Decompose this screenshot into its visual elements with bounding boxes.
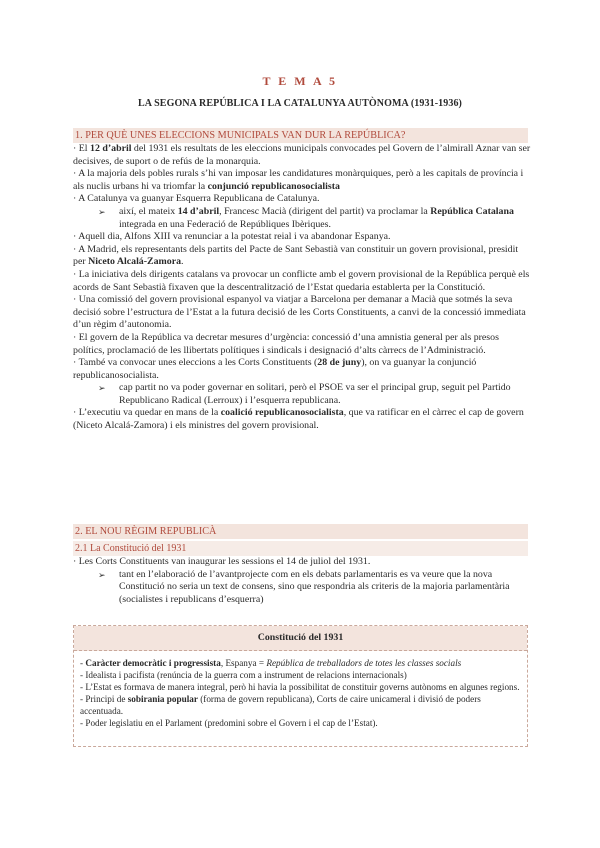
box-line: - Caràcter democràtic i progressista, Espanya = República de treballadors de totes les classes socials <box>80 658 462 668</box>
paragraph: · Aquell dia, Alfons XIII va renunciar a la potestat reial i va abandonar Espanya. <box>73 231 391 243</box>
arrow-bullet-icon: ➢ <box>98 569 106 580</box>
paragraph: · A Madrid, els representants dels partits del Pacte de Sant Sebastià van constituir un govern provisional, presidit per Niceto Alcalá-Zamora. <box>73 243 519 268</box>
bullet-item: ➢ tant en l’elaboració de l’avantprojecte com en els debats parlamentaris es va veure que la nova Constitució no seria un text de consens, sino que respondria als criteris de la majoria parlamentària (socialistes i republicans d’esquerra) <box>98 568 510 605</box>
box-line: - Poder legislatiu en el Parlament (predomini sobre el Govern i el cap de l’Estat). <box>80 718 378 728</box>
paragraph: · També va convocar unes eleccions a les Corts Constituents (28 de juny), on va guanyar la conjunció republicanosocialista. <box>73 357 477 381</box>
paragraph: · La iniciativa dels dirigents catalans va provocar un conflicte amb el govern provisional de la República perquè els acords de Sant Sebastià fixaven que la descentralització de l’Estat quedaria establerta per la Constitució. <box>73 268 530 293</box>
arrow-bullet-icon: ➢ <box>98 206 106 217</box>
box-line: - L’Estat es formava de manera integral, però hi havia la possibilitat de constituir governs autònoms en algunes regions. <box>80 682 520 692</box>
subsection-2-1-heading: 2.1 La Constitució del 1931 <box>73 541 528 556</box>
section-2-body <box>73 556 531 606</box>
bullet-item: ➢ cap partit no va poder governar en solitari, però el PSOE va ser el principal grup, seguit pel Partido Republicano Radical (Lerroux) i l’esquerra republicana. <box>98 382 511 406</box>
paragraph: · El govern de la República va decretar mesures d’urgència: concessió d’una amnistia general per als presos polítics, proclamació de les llibertats polítiques i sindicals i designació d’alts càrrecs de l’Administració. <box>73 331 499 356</box>
constitution-box-body <box>74 651 527 729</box>
paragraph: · Les Corts Constituents van inaugurar les sessions el 14 de juliol del 1931. <box>73 556 371 567</box>
topic-title: LA SEGONA REPÚBLICA I LA CATALUNYA AUTÒNOMA (1931-1936) <box>138 98 462 109</box>
paragraph: · El 12 d’abril del 1931 els resultats de les eleccions municipals convocades pel Govern de l’almirall Aznar van ser decisives, de suport o de refús de la monarquia. <box>73 143 531 167</box>
section-2-heading: 2. EL NOU RÈGIM REPUBLICÀ <box>73 524 528 539</box>
paragraph: · A la majoria dels pobles rurals s’hi van imposar les candidatures monàrquiques, però a les capitals de província i als nuclis urbans hi va triomfar la conjunció republicanosocialista <box>73 168 524 192</box>
paragraph: · L’executiu va quedar en mans de la coalició republicanosocialista, que va ratificar en el càrrec el cap de govern (Niceto Alcalá-Zamora) i els ministres del govern provisional. <box>73 407 524 432</box>
box-line: - Principi de sobirania popular (forma de govern republicana), Corts de caire unicameral i divisió de poders accentuada. <box>80 694 481 716</box>
section-1-heading: 1. PER QUÈ UNES ELECCIONS MUNICIPALS VAN DUR LA REPÚBLICA? <box>73 128 528 143</box>
paragraph: · Una comissió del govern provisional espanyol va viatjar a Barcelona per demanar a Macià que sotmés la seva decisió sobre l’estructura de l’Estat a la futura decisió de les Corts Constituents, a canvi de la concessió immediata d’un règim d’autonomia. <box>73 294 526 331</box>
box-line: - Idealista i pacifista (renúncia de la guerra com a instrument de relacions internacionals) <box>80 670 407 680</box>
topic-number: T E M A 5 <box>262 74 338 88</box>
constitution-box-title: Constitució del 1931 <box>74 626 527 651</box>
section-1-body <box>73 143 531 433</box>
paragraph: · A Catalunya va guanyar Esquerra Republicana de Catalunya. <box>73 193 320 205</box>
arrow-bullet-icon: ➢ <box>98 383 106 394</box>
bullet-item: ➢ així, el mateix 14 d’abril, Francesc Macià (dirigent del partit) va proclamar la República Catalana integrada en una Federació de Repúbliques Ibèriques. <box>98 205 514 230</box>
title-block <box>0 74 600 109</box>
constitution-box <box>73 625 528 747</box>
